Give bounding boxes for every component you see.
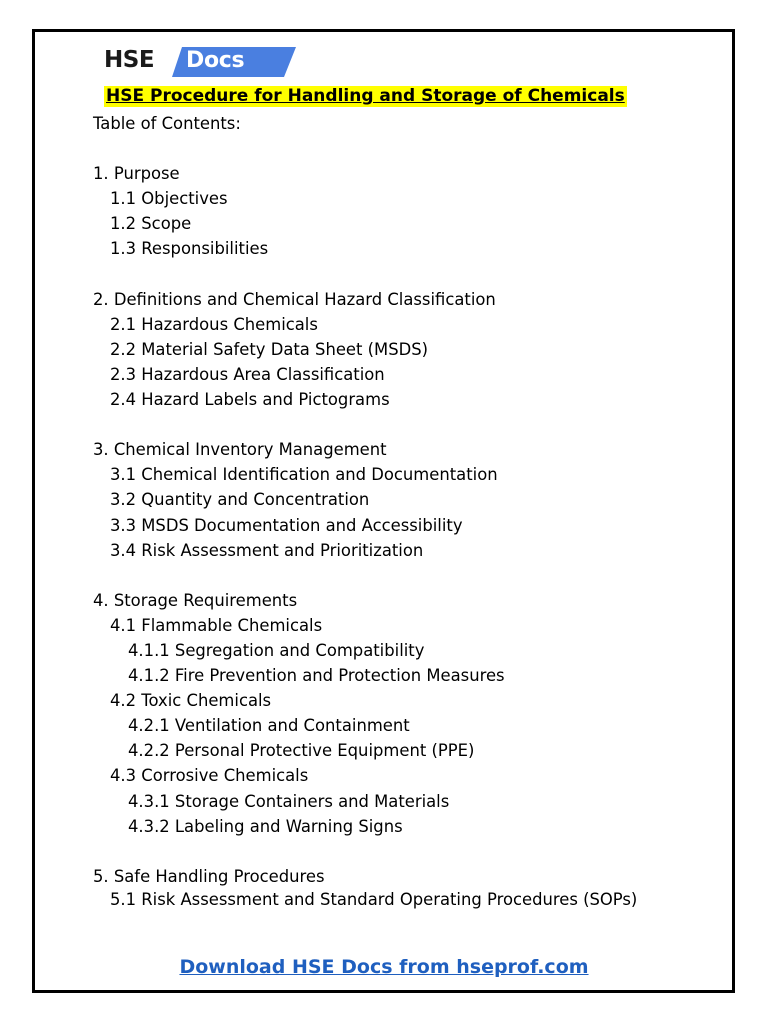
- toc-item: 1. Purpose: [93, 164, 180, 184]
- toc-item: 3. Chemical Inventory Management: [93, 440, 387, 460]
- toc-item: 4.3.1 Storage Containers and Materials: [128, 791, 450, 811]
- document-title: HSE Procedure for Handling and Storage of Chemicals: [106, 86, 625, 106]
- toc-spacer: [93, 262, 693, 287]
- toc-item: 2.4 Hazard Labels and Pictograms: [110, 390, 390, 410]
- hse-docs-logo: [104, 45, 294, 77]
- logo-docs-badge: [172, 47, 292, 75]
- toc-item: 1.3 Responsibilities: [110, 239, 269, 259]
- toc-item: 3.4 Risk Assessment and Prioritization: [110, 540, 424, 560]
- toc-spacer: [93, 563, 693, 588]
- logo-hse-text: HSE: [104, 47, 155, 73]
- toc-item: 3.1 Chemical Identification and Documentation: [110, 465, 498, 485]
- toc-item: 5. Safe Handling Procedures: [93, 866, 325, 886]
- toc-item: 2.2 Material Safety Data Sheet (MSDS): [110, 339, 429, 359]
- toc-item: 2.1 Hazardous Chemicals: [110, 314, 318, 334]
- toc-item: 2.3 Hazardous Area Classification: [110, 364, 385, 384]
- logo-docs-text: Docs: [186, 48, 245, 73]
- toc-item: 4.1 Flammable Chemicals: [110, 615, 323, 635]
- toc-spacer: [93, 839, 693, 864]
- toc-item: 4. Storage Requirements: [93, 590, 298, 610]
- toc-item: 4.1.1 Segregation and Compatibility: [128, 640, 425, 660]
- toc-item: 4.2.1 Ventilation and Containment: [128, 716, 410, 736]
- toc-heading: Table of Contents:: [93, 114, 241, 133]
- toc-item: 2. Definitions and Chemical Hazard Classification: [93, 289, 496, 309]
- toc-item: 1.1 Objectives: [110, 189, 228, 209]
- toc-item: 3.2 Quantity and Concentration: [110, 490, 370, 510]
- toc-item: 4.2.2 Personal Protective Equipment (PPE): [128, 741, 475, 761]
- toc-spacer: [93, 412, 693, 437]
- toc-item: 4.3 Corrosive Chemicals: [110, 766, 309, 786]
- download-link[interactable]: Download HSE Docs from hseprof.com: [179, 956, 589, 978]
- toc-item: 3.3 MSDS Documentation and Accessibility: [110, 515, 463, 535]
- toc-item: 4.1.2 Fire Prevention and Protection Measures: [128, 666, 505, 686]
- table-of-contents: [93, 111, 693, 911]
- toc-item: 1.2 Scope: [110, 214, 192, 234]
- toc-item: 4.2 Toxic Chemicals: [110, 691, 272, 711]
- toc-item: 4.3.2 Labeling and Warning Signs: [128, 816, 403, 836]
- toc-spacer: [93, 136, 693, 161]
- toc-item: 5.1 Risk Assessment and Standard Operating Procedures (SOPs): [110, 889, 638, 909]
